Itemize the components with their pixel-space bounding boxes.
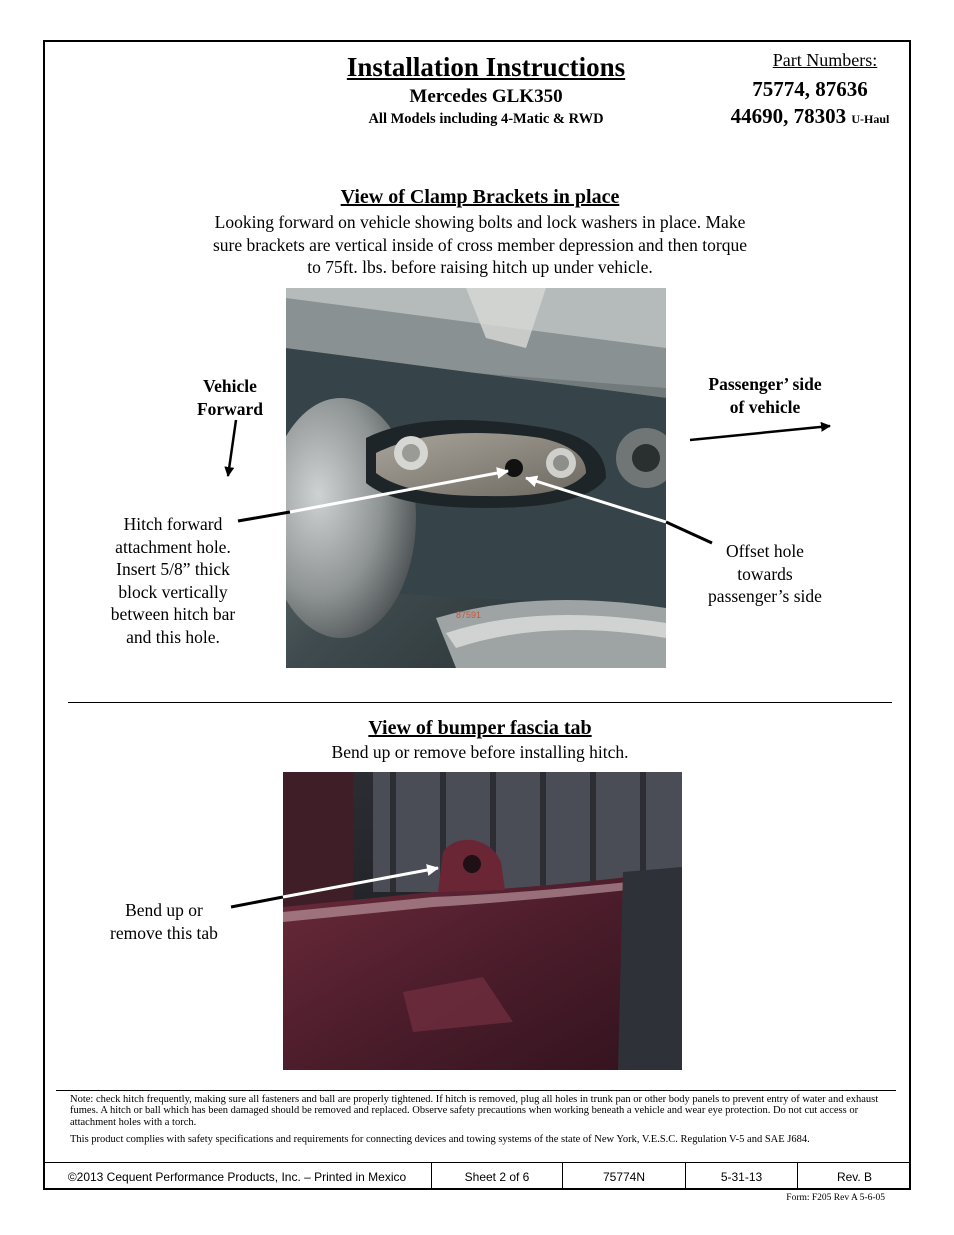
offset-hole-callout bbox=[690, 540, 840, 608]
form-id: Form: F205 Rev A 5-6-05 bbox=[786, 1193, 885, 1203]
section-divider bbox=[68, 702, 892, 703]
part-numbers-line2 bbox=[705, 104, 915, 129]
footer-sheet: Sheet 2 of 6 bbox=[432, 1163, 563, 1190]
vehicle-forward-label bbox=[180, 375, 280, 420]
part-numbers-line2-values: 44690, 78303 bbox=[730, 104, 847, 128]
clamp-brackets-photo bbox=[286, 288, 666, 668]
description-line: to 75ft. lbs. before raising hitch up under vehicle. bbox=[307, 257, 653, 277]
description-line: Looking forward on vehicle showing bolts and lock washers in place. Make bbox=[214, 212, 746, 232]
passenger-side-line2: of vehicle bbox=[729, 396, 801, 417]
offset-hole-line: passenger’s side bbox=[708, 586, 822, 606]
document-title: Installation Instructions bbox=[346, 52, 626, 82]
offset-hole-line: Offset hole bbox=[726, 541, 804, 561]
notes-divider bbox=[56, 1090, 896, 1091]
uhaul-label: U-Haul bbox=[851, 112, 890, 126]
footer-revision: Rev. B bbox=[836, 1169, 873, 1184]
hitch-forward-line: Insert 5/8” thick bbox=[116, 559, 230, 579]
photo-stamp: 87591 bbox=[456, 610, 482, 620]
compliance-note: This product complies with safety specifications and requirements for connecting devices and towing systems of the state of New York, V.E.S.C. Regulation V-5 and SAE J684. bbox=[70, 1134, 810, 1145]
footer-doc-number: 75774N bbox=[563, 1163, 686, 1190]
hitch-forward-callout bbox=[93, 513, 253, 648]
passenger-side-label bbox=[690, 373, 840, 418]
bumper-fascia-photo bbox=[283, 772, 682, 1070]
hitch-forward-line: Hitch forward bbox=[123, 514, 223, 534]
copyright-icon: © bbox=[67, 1169, 77, 1184]
footer-table bbox=[43, 1162, 911, 1190]
models-note: All Models including 4-Matic & RWD bbox=[368, 111, 604, 127]
footer-copyright-cell bbox=[43, 1163, 432, 1190]
description-line: sure brackets are vertical inside of cross member depression and then torque bbox=[212, 234, 748, 255]
footer-copyright: 2013 Cequent Performance Products, Inc. – Printed in Mexico bbox=[76, 1169, 407, 1184]
bend-tab-line: remove this tab bbox=[110, 922, 218, 943]
passenger-side-line1: Passenger’ side bbox=[708, 374, 822, 394]
hitch-forward-line: attachment hole. bbox=[115, 536, 231, 557]
vehicle-model: Mercedes GLK350 bbox=[409, 86, 563, 107]
clamp-brackets-heading: View of Clamp Brackets in place bbox=[340, 186, 620, 208]
vehicle-forward-line1: Vehicle bbox=[203, 376, 257, 396]
footer-date: 5-31-13 bbox=[686, 1163, 798, 1190]
bumper-fascia-heading: View of bumper fascia tab bbox=[368, 717, 592, 739]
hitch-forward-line: between hitch bar bbox=[110, 604, 236, 624]
bumper-fascia-description: Bend up or remove before installing hitch. bbox=[331, 742, 629, 762]
hitch-forward-line: and this hole. bbox=[126, 626, 220, 647]
clamp-brackets-description bbox=[185, 211, 775, 279]
safety-note: Note: check hitch frequently, making sure all fasteners and ball are properly tightened. If hitch is removed, plug all holes in trunk pan or other body panels to prevent entry of water and exhaust fumes. A hitch or ball which has been damaged should be removed and replaced. Observe safety precautions when working beneath a vehicle and wear eye protection. Do not cut access or attachment holes with a torch. bbox=[70, 1094, 879, 1128]
vehicle-forward-line2: Forward bbox=[196, 398, 264, 419]
hitch-forward-line: block vertically bbox=[118, 581, 228, 602]
bend-tab-line: Bend up or bbox=[125, 900, 203, 920]
part-numbers-line1: 75774, 87636 bbox=[752, 77, 868, 101]
part-numbers-label: Part Numbers: bbox=[772, 50, 878, 70]
bend-tab-callout bbox=[94, 899, 234, 944]
offset-hole-line: towards bbox=[737, 563, 793, 584]
